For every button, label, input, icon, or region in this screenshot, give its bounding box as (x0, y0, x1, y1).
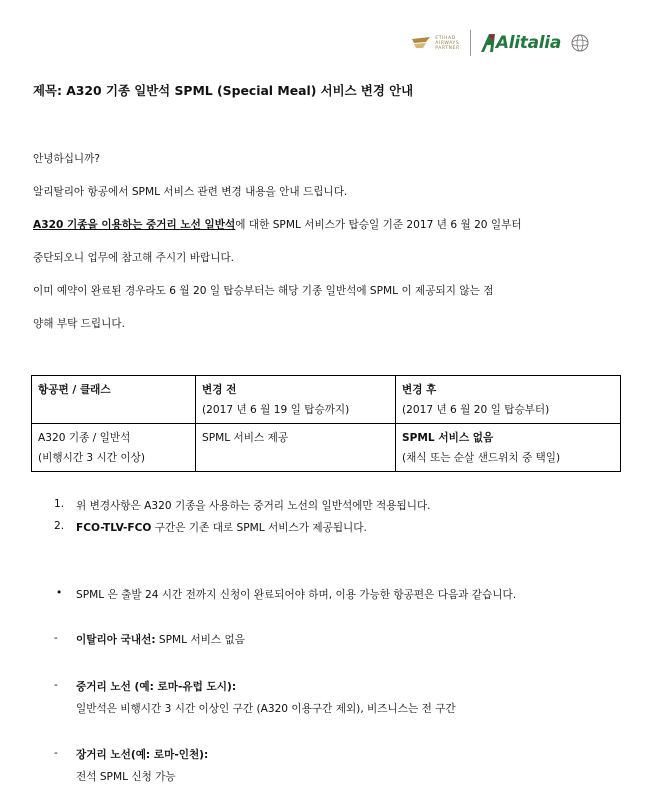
dash-item-medium-haul-label: 중거리 노선 (예: 로마-유럽 도시): (76, 681, 237, 693)
alitalia-wordmark: Alitalia (495, 33, 561, 53)
dash-marker-2: - (54, 679, 58, 691)
header-flight-class (32, 376, 196, 424)
bullet-item: SPML 은 출발 24 시간 전까지 신청이 완료되어야 하며, 이용 가능한 항공편은 다음과 같습니다. (76, 589, 517, 601)
header-before-label: 변경 전 (202, 384, 237, 396)
numbered-item-2 (76, 520, 367, 535)
dash-marker-3: - (54, 747, 58, 759)
etihad-line-1: ETIHAD (435, 35, 456, 41)
document-title: 제목: A320 기종 일반석 SPML (Special Meal) 서비스 변경 안내 (33, 83, 414, 98)
numbered-item-2-rest: 구간은 기존 대로 SPML 서비스가 제공됩니다. (151, 522, 367, 534)
cell-aircraft: A320 기종 / 일반석 (38, 432, 131, 444)
cell-after-detail: (채식 또는 순살 샌드위치 중 택일) (402, 452, 561, 464)
bullet-marker: • (56, 587, 63, 599)
etihad-line-2: AIRWAYS (435, 40, 460, 46)
dash-item-domestic-text: SPML 서비스 없음 (155, 634, 245, 646)
intro-line-4: 이미 예약이 완료된 경우라도 6 월 20 일 탑승부터는 해당 기종 일반석에 SPML 이 제공되지 않는 점 (33, 285, 494, 297)
etihad-line-3: PARTNER (435, 45, 460, 51)
underlined-scope: A320 기종을 이용하는 중거리 노선 일반석 (33, 219, 236, 231)
header-flight-class-text: 항공편 / 클래스 (38, 384, 111, 396)
header-logos (411, 30, 592, 56)
header-before (196, 376, 396, 424)
header-before-date: (2017 년 6 월 19 일 탑승까지) (202, 404, 350, 416)
cell-before-text: SPML 서비스 제공 (202, 432, 289, 444)
cell-before (196, 424, 396, 472)
table-header-row (32, 376, 621, 424)
dash-item-domestic-label: 이탈리아 국내선: (76, 634, 156, 646)
intro-line-2 (33, 217, 522, 232)
etihad-logo-text (435, 36, 460, 51)
numbered-item-1: 위 변경사항은 A320 기종을 사용하는 중거리 노선의 일반석에만 적용됩니다. (76, 500, 431, 512)
intro-line-3: 중단되오니 업무에 참고해 주시기 바랍니다. (33, 252, 235, 264)
route-code: FCO-TLV-FCO (76, 522, 152, 534)
header-after (396, 376, 621, 424)
header-after-label: 변경 후 (402, 384, 437, 396)
cell-after-label: SPML 서비스 없음 (402, 432, 494, 444)
cell-after (396, 424, 621, 472)
intro-line-2-rest: 에 대한 SPML 서비스가 탑승일 기준 2017 년 6 월 20 일부터 (235, 219, 522, 231)
dash-item-long-haul-text: 전석 SPML 신청 가능 (76, 771, 176, 783)
etihad-emblem-icon (411, 36, 431, 50)
dash-marker-1: - (54, 632, 58, 644)
numbered-marker-1: 1. (54, 498, 65, 510)
change-table (31, 375, 621, 472)
alitalia-a-icon (480, 33, 496, 53)
dash-item-long-haul-label: 장거리 노선(예: 로마-인천): (76, 749, 209, 761)
intro-line-1: 알리탈리아 항공에서 SPML 서비스 관련 변경 내용을 안내 드립니다. (33, 186, 348, 198)
table-row (32, 424, 621, 472)
numbered-marker-2: 2. (54, 520, 65, 532)
header-after-date: (2017 년 6 월 20 일 탑승부터) (402, 404, 550, 416)
cell-flight-class (32, 424, 196, 472)
skyteam-globe-icon (568, 33, 592, 53)
dash-item-domestic (76, 632, 245, 647)
dash-item-medium-haul-text: 일반석은 비행시간 3 시간 이상인 구간 (A320 이용구간 제외), 비즈니스는 전 구간 (76, 703, 456, 715)
logo-divider (470, 30, 471, 56)
alitalia-logo (480, 33, 592, 53)
intro-line-5: 양해 부탁 드립니다. (33, 318, 125, 330)
etihad-partner-logo (411, 36, 460, 51)
greeting: 안녕하십니까? (33, 153, 101, 165)
cell-duration: (비행시간 3 시간 이상) (38, 452, 145, 464)
